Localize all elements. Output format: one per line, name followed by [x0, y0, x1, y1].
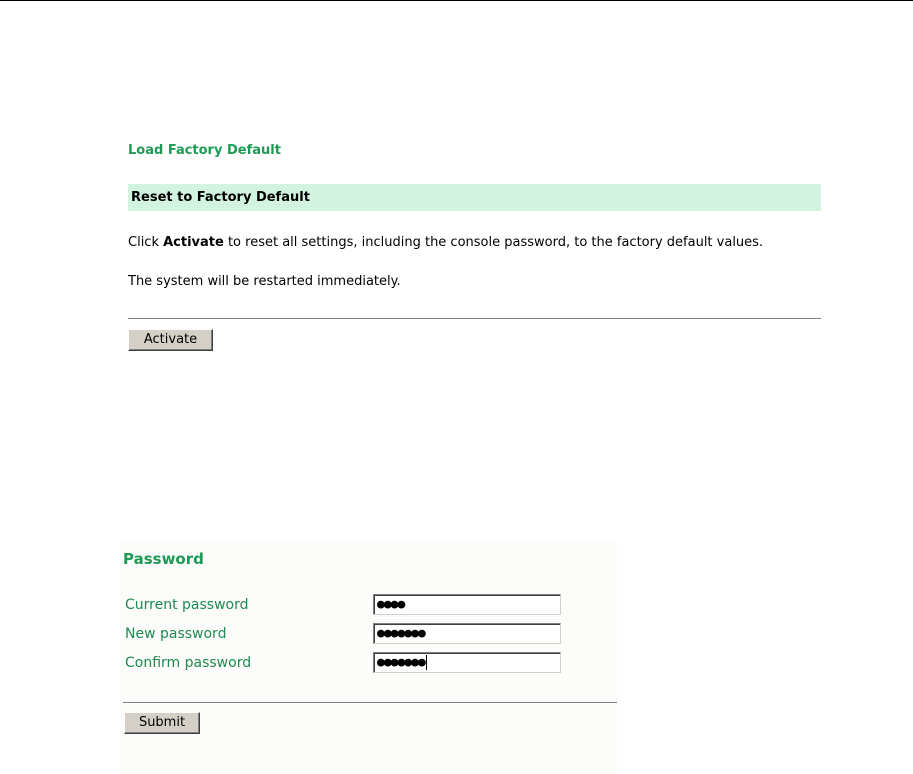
new-password-field[interactable] [373, 623, 561, 644]
submit-button[interactable]: Submit [124, 712, 200, 734]
text-caret [426, 655, 427, 670]
reset-instructions-activate-word: Activate [163, 235, 224, 250]
password-divider [123, 702, 617, 704]
password-title: Password [123, 550, 204, 568]
confirm-password-label: Confirm password [125, 655, 252, 671]
new-password-label: New password [125, 626, 227, 642]
load-factory-default-title: Load Factory Default [128, 143, 281, 158]
top-divider [0, 0, 913, 1]
current-password-value: ●●●● [377, 597, 405, 612]
confirm-password-value: ●●●●●●● [377, 655, 425, 670]
activate-button[interactable]: Activate [128, 329, 213, 351]
reset-instructions-suffix: to reset all settings, including the console password, to the factory default values. [223, 235, 764, 250]
current-password-field[interactable] [373, 594, 561, 615]
current-password-label: Current password [125, 597, 249, 613]
reset-instructions [128, 235, 763, 250]
reset-divider [128, 318, 821, 320]
reset-instructions-prefix: Click [128, 235, 164, 250]
reset-section-header [128, 184, 821, 211]
new-password-value: ●●●●●●● [377, 626, 425, 641]
restart-notice: The system will be restarted immediately. [128, 274, 401, 289]
password-panel [120, 542, 617, 774]
reset-section-header-label: Reset to Factory Default [131, 190, 310, 205]
confirm-password-field[interactable] [373, 652, 561, 673]
